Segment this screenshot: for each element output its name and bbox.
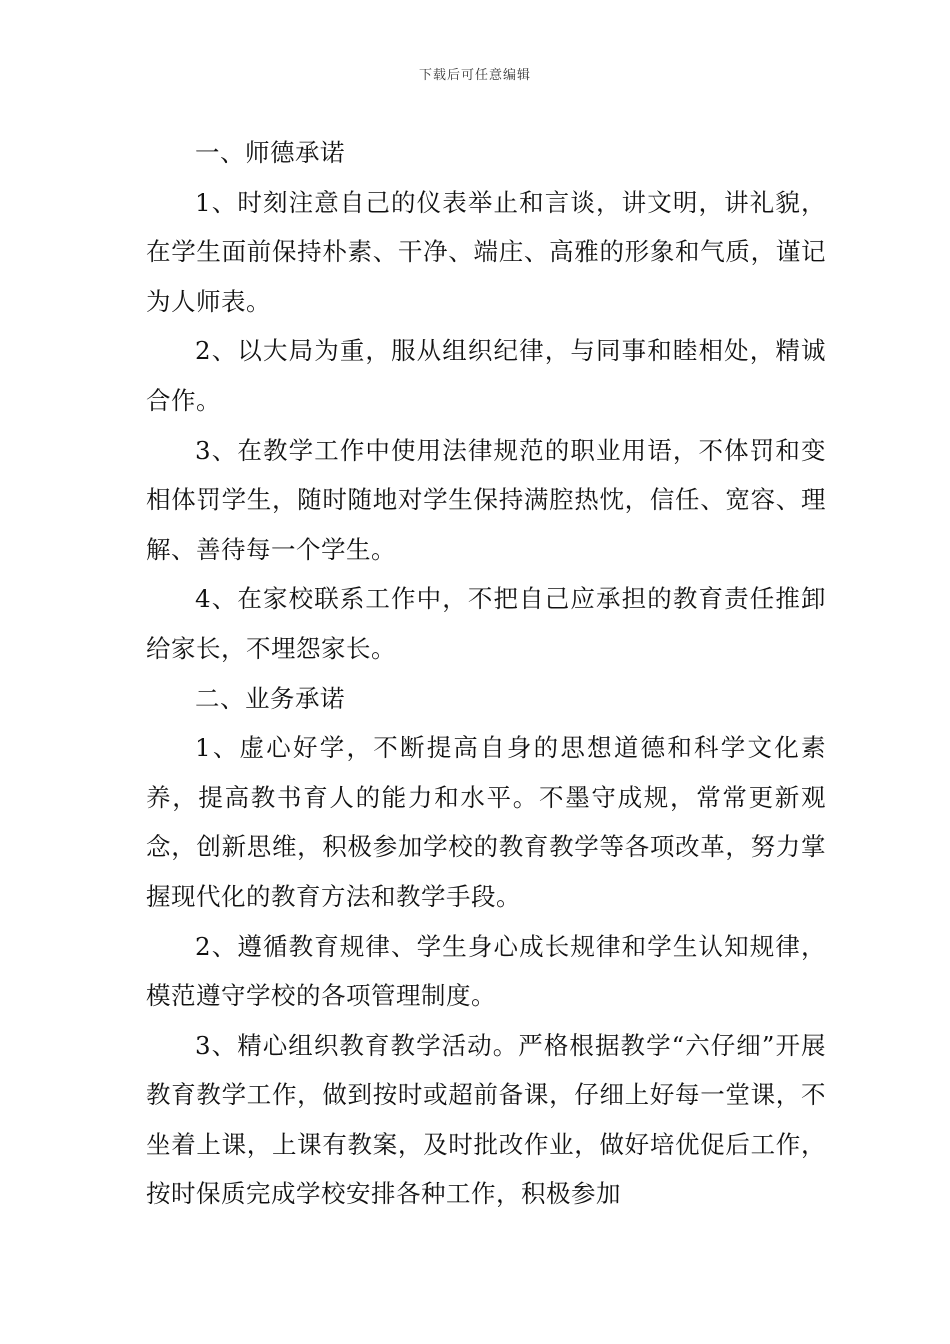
paragraph-ethics-2: 2、以大局为重，服从组织纪律，与同事和睦相处，精诚合作。: [146, 336, 826, 415]
paragraph-ethics-4: 4、在家校联系工作中，不把自己应承担的教育责任推卸给家长，不埋怨家长。: [146, 584, 826, 663]
page-header-note: 下载后可任意编辑: [418, 68, 531, 83]
paragraph-business-2: 2、遵循教育规律、学生身心成长规律和学生认知规律，模范遵守学校的各项管理制度。: [146, 931, 826, 1011]
paragraph-ethics-3: 3、在教学工作中使用法律规范的职业用语，不体罚和变相体罚学生，随时随地对学生保持满腔热忱，信任、宽容、理解、善待每一个学生。: [146, 435, 826, 564]
paragraph-ethics-1: 1、时刻注意自己的仪表举止和言谈，讲文明，讲礼貌，在学生面前保持朴素、干净、端庄、高雅的形象和气质，谨记为人师表。: [146, 187, 826, 316]
document-body: [146, 128, 826, 1219]
paragraph-business-1: 1、虚心好学，不断提高自身的思想道德和科学文化素养，提高教书育人的能力和水平。不墨守成规，常常更新观念，创新思维，积极参加学校的教育教学等各项改革，努力掌握现代化的教育方法和教学手段。: [146, 733, 826, 911]
paragraph-business-3: 3、精心组织教育教学活动。严格根据教学“六仔细”开展教育教学工作，做到按时或超前备课，仔细上好每一堂课，不坐着上课，上课有教案，及时批改作业，做好培优促后工作，按时保质完成学校安排各种工作，积极参加: [146, 1030, 826, 1209]
section-heading-ethics: 一、师德承诺: [195, 138, 345, 167]
section-heading-business: 二、业务承诺: [195, 683, 345, 713]
